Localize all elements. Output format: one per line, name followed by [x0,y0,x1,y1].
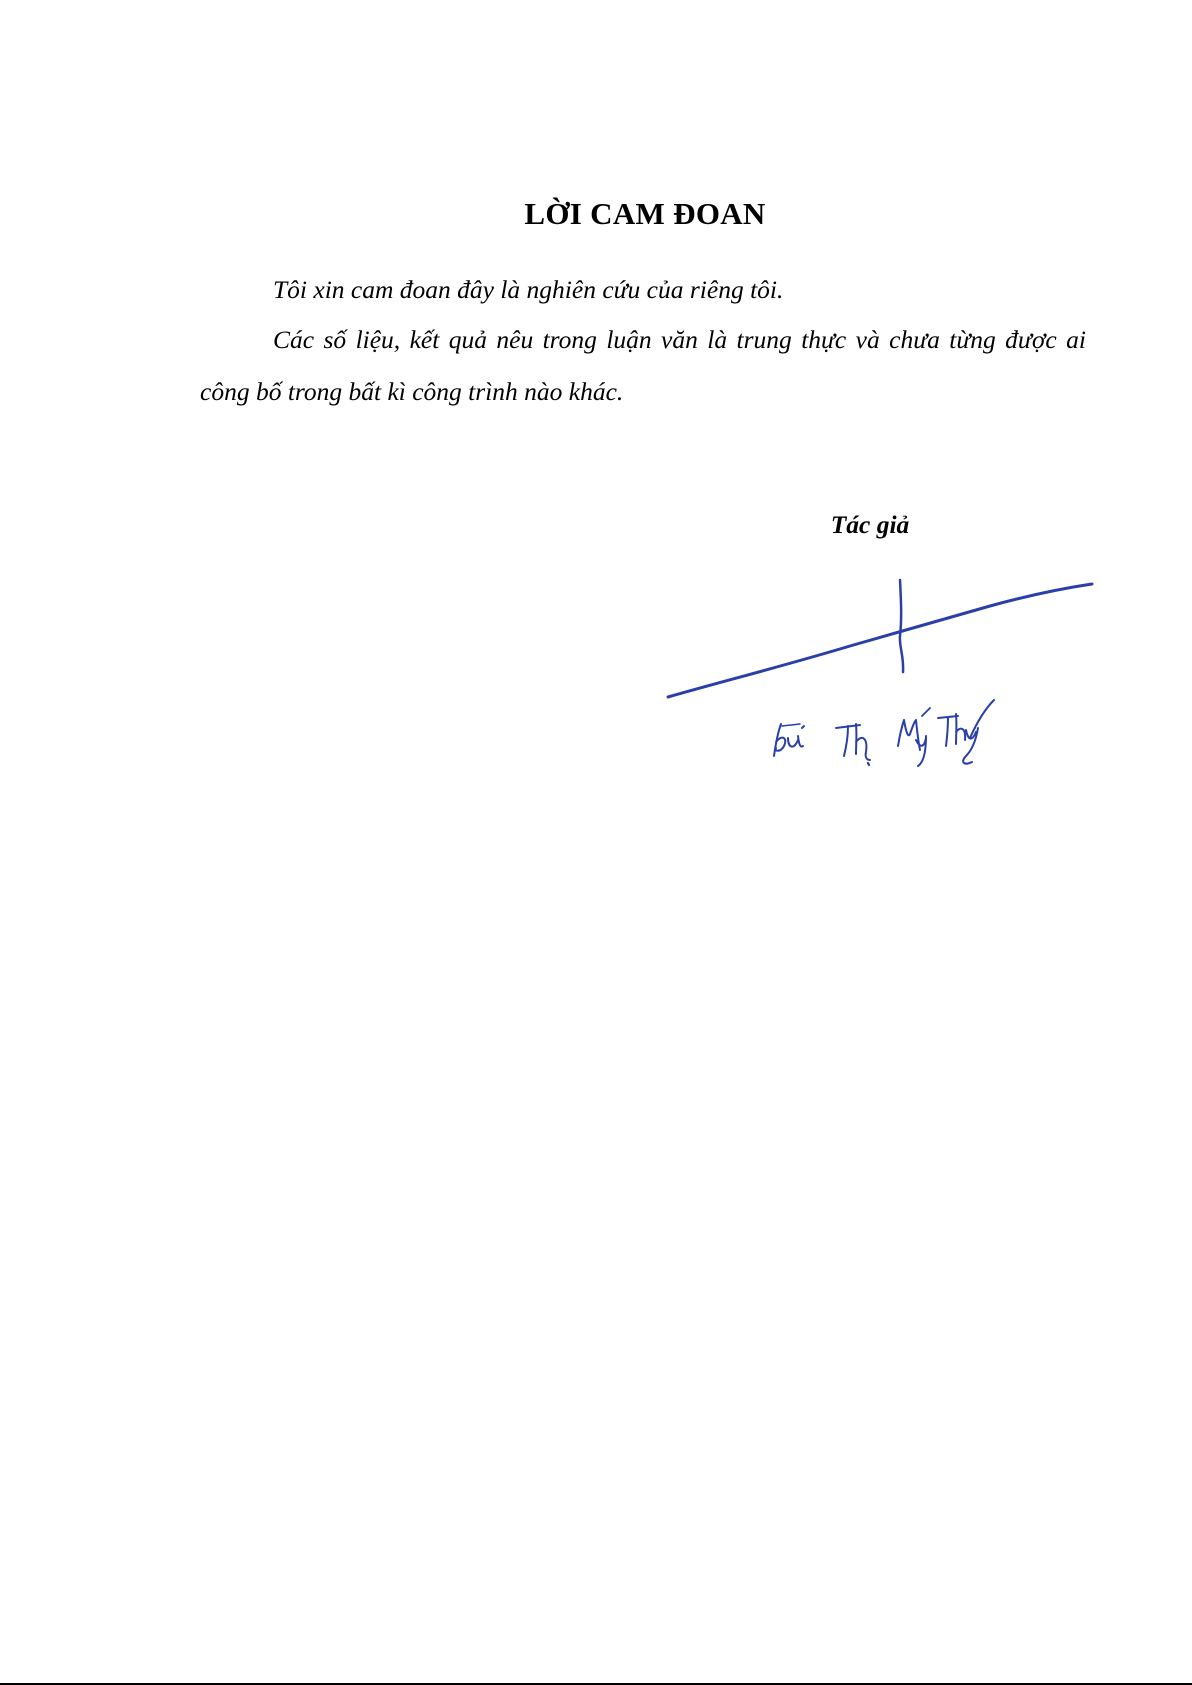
declaration-paragraph-1: Tôi xin cam đoan đây là nghiên cứu của riêng tôi. [273,275,784,304]
page-title: LỜI CAM ĐOAN [524,196,766,231]
handwritten-signature [660,570,1100,770]
author-label: Tác giả [830,510,910,539]
declaration-paragraph-2: Các số liệu, kết quả nêu trong luận văn là trung thực và chưa từng được ai công bố trong bất kì công trình nào khác. [200,325,1086,406]
